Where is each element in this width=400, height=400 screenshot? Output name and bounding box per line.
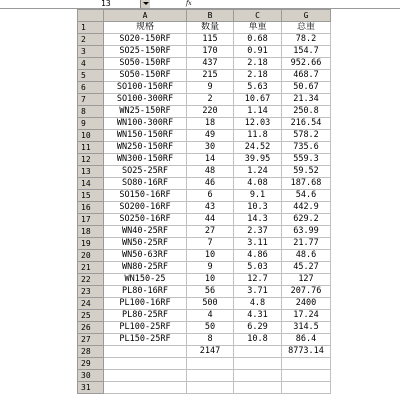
table-cell[interactable]: 63.99 <box>282 226 331 238</box>
row-header[interactable]: 15 <box>78 190 104 202</box>
table-cell[interactable]: 952.66 <box>282 58 331 70</box>
table-cell[interactable]: PL80-16RF <box>104 286 187 298</box>
table-cell[interactable]: 170 <box>187 46 234 58</box>
table-row <box>78 106 331 118</box>
empty-row <box>78 358 331 370</box>
table-cell[interactable]: WN25-150RF <box>104 106 187 118</box>
table-cell[interactable]: 2.18 <box>234 70 282 82</box>
row-header[interactable]: 3 <box>78 46 104 58</box>
table-cell[interactable]: 220 <box>187 106 234 118</box>
table-cell[interactable]: 629.2 <box>282 214 331 226</box>
table-cell[interactable]: 单重 <box>234 22 282 34</box>
table-cell[interactable]: WN50-25RF <box>104 238 187 250</box>
row-header[interactable]: 11 <box>78 142 104 154</box>
table-cell[interactable]: PL150-25RF <box>104 334 187 346</box>
row-header[interactable]: 6 <box>78 82 104 94</box>
table-cell[interactable]: 559.3 <box>282 154 331 166</box>
data-table <box>77 9 331 394</box>
table-cell[interactable]: 207.76 <box>282 286 331 298</box>
table-cell[interactable]: 115 <box>187 34 234 46</box>
row-header[interactable]: 23 <box>78 286 104 298</box>
table-cell[interactable]: 44 <box>187 214 234 226</box>
table-cell[interactable]: 14.3 <box>234 214 282 226</box>
table-row <box>78 274 331 286</box>
row-header[interactable]: 14 <box>78 178 104 190</box>
row-header[interactable]: 22 <box>78 274 104 286</box>
table-cell[interactable]: 250.8 <box>282 106 331 118</box>
table-row <box>78 118 331 130</box>
table-cell[interactable]: 0.91 <box>234 46 282 58</box>
table-cell[interactable]: WN300-150RF <box>104 154 187 166</box>
table-cell[interactable]: 10 <box>187 274 234 286</box>
table-row <box>78 154 331 166</box>
header-row <box>78 22 331 34</box>
name-box[interactable]: 13 <box>91 0 139 8</box>
table-cell[interactable]: 10 <box>187 250 234 262</box>
table-cell[interactable]: WN250-150RF <box>104 142 187 154</box>
table-cell[interactable]: 1.24 <box>234 166 282 178</box>
table-cell[interactable] <box>282 358 331 370</box>
table-cell[interactable]: 2.37 <box>234 226 282 238</box>
table-row <box>78 334 331 346</box>
spreadsheet-grid <box>77 9 331 394</box>
table-cell[interactable]: SO200-16RF <box>104 202 187 214</box>
table-row <box>78 94 331 106</box>
column-header[interactable]: A <box>104 10 187 22</box>
table-row <box>78 202 331 214</box>
table-cell[interactable]: 27 <box>187 226 234 238</box>
row-header[interactable]: 20 <box>78 250 104 262</box>
table-row <box>78 142 331 154</box>
row-header[interactable]: 16 <box>78 202 104 214</box>
table-cell[interactable]: 3.71 <box>234 286 282 298</box>
table-cell[interactable] <box>104 382 187 394</box>
table-row <box>78 34 331 46</box>
row-header[interactable]: 1 <box>78 22 104 34</box>
table-cell[interactable]: 735.6 <box>282 142 331 154</box>
table-cell[interactable]: 4.31 <box>234 310 282 322</box>
table-row <box>78 238 331 250</box>
table-row <box>78 262 331 274</box>
row-header[interactable]: 29 <box>78 358 104 370</box>
table-cell[interactable]: 442.9 <box>282 202 331 214</box>
row-header[interactable]: 10 <box>78 130 104 142</box>
table-cell[interactable]: 12.03 <box>234 118 282 130</box>
row-header[interactable]: 5 <box>78 70 104 82</box>
table-cell[interactable]: 规格 <box>104 22 187 34</box>
row-header[interactable]: 25 <box>78 310 104 322</box>
column-header[interactable]: B <box>187 10 234 22</box>
table-cell[interactable]: 50 <box>187 322 234 334</box>
table-cell[interactable]: 9 <box>187 82 234 94</box>
table-cell[interactable]: 数量 <box>187 22 234 34</box>
table-cell[interactable]: PL100-25RF <box>104 322 187 334</box>
table-cell[interactable] <box>234 346 282 358</box>
row-header[interactable]: 13 <box>78 166 104 178</box>
table-cell[interactable]: 59.52 <box>282 166 331 178</box>
table-cell[interactable]: 18 <box>187 118 234 130</box>
table-cell[interactable]: SO20-150RF <box>104 34 187 46</box>
table-row <box>78 322 331 334</box>
table-cell[interactable]: 314.5 <box>282 322 331 334</box>
table-cell[interactable]: 5.63 <box>234 82 282 94</box>
table-row <box>78 178 331 190</box>
table-cell[interactable]: 总重 <box>282 22 331 34</box>
table-row <box>78 250 331 262</box>
table-cell[interactable] <box>104 370 187 382</box>
table-cell[interactable]: PL80-25RF <box>104 310 187 322</box>
row-header[interactable]: 8 <box>78 106 104 118</box>
table-cell[interactable]: SO100-150RF <box>104 82 187 94</box>
table-cell[interactable]: SO150-16RF <box>104 190 187 202</box>
table-cell[interactable]: SO50-150RF <box>104 70 187 82</box>
table-cell[interactable] <box>234 358 282 370</box>
table-cell[interactable]: 5.03 <box>234 262 282 274</box>
table-row <box>78 298 331 310</box>
table-cell[interactable]: 1.14 <box>234 106 282 118</box>
column-header[interactable]: C <box>234 10 282 22</box>
table-cell[interactable]: 216.54 <box>282 118 331 130</box>
column-header-row <box>78 10 331 22</box>
row-header[interactable]: 4 <box>78 58 104 70</box>
table-cell[interactable]: 3.11 <box>234 238 282 250</box>
table-cell[interactable]: WN100-300RF <box>104 118 187 130</box>
empty-row <box>78 382 331 394</box>
row-header[interactable]: 31 <box>78 382 104 394</box>
table-cell[interactable]: 10.67 <box>234 94 282 106</box>
table-cell[interactable]: 2400 <box>282 298 331 310</box>
table-cell[interactable]: 187.68 <box>282 178 331 190</box>
table-row <box>78 286 331 298</box>
row-header[interactable]: 7 <box>78 94 104 106</box>
table-cell[interactable]: 21.34 <box>282 94 331 106</box>
table-cell[interactable]: 45.27 <box>282 262 331 274</box>
total-row <box>78 346 331 358</box>
table-cell[interactable]: 154.7 <box>282 46 331 58</box>
table-cell[interactable] <box>187 382 234 394</box>
table-row <box>78 166 331 178</box>
table-cell[interactable]: 48 <box>187 166 234 178</box>
row-header[interactable]: 19 <box>78 238 104 250</box>
table-cell[interactable]: 2147 <box>187 346 234 358</box>
table-cell[interactable]: 48.6 <box>282 250 331 262</box>
table-row <box>78 46 331 58</box>
table-cell[interactable]: 12.7 <box>234 274 282 286</box>
table-cell[interactable] <box>104 346 187 358</box>
table-cell[interactable]: 2 <box>187 94 234 106</box>
table-row <box>78 130 331 142</box>
table-cell[interactable]: 4.08 <box>234 178 282 190</box>
row-header[interactable]: 26 <box>78 322 104 334</box>
select-all-corner[interactable] <box>78 10 104 22</box>
table-cell[interactable]: 39.95 <box>234 154 282 166</box>
table-cell[interactable]: 43 <box>187 202 234 214</box>
table-cell[interactable]: 49 <box>187 130 234 142</box>
table-cell[interactable]: PL100-16RF <box>104 298 187 310</box>
table-cell[interactable]: 4.8 <box>234 298 282 310</box>
table-cell[interactable]: 78.2 <box>282 34 331 46</box>
table-cell[interactable]: 6.29 <box>234 322 282 334</box>
table-cell[interactable]: 9.1 <box>234 190 282 202</box>
table-cell[interactable]: 11.8 <box>234 130 282 142</box>
row-header[interactable]: 17 <box>78 214 104 226</box>
table-cell[interactable]: 14 <box>187 154 234 166</box>
table-cell[interactable]: SO80-16RF <box>104 178 187 190</box>
table-row <box>78 310 331 322</box>
table-cell[interactable]: 46 <box>187 178 234 190</box>
row-header[interactable]: 24 <box>78 298 104 310</box>
table-row <box>78 226 331 238</box>
table-cell[interactable]: 6 <box>187 190 234 202</box>
table-cell[interactable] <box>282 382 331 394</box>
table-cell[interactable]: WN80-25RF <box>104 262 187 274</box>
table-cell[interactable]: SO100-300RF <box>104 94 187 106</box>
table-cell[interactable]: SO50-150RF <box>104 58 187 70</box>
table-row <box>78 58 331 70</box>
table-cell[interactable]: 50.67 <box>282 82 331 94</box>
table-cell[interactable]: WN50-63RF <box>104 250 187 262</box>
column-header[interactable]: G <box>282 10 331 22</box>
empty-row <box>78 370 331 382</box>
row-header[interactable]: 9 <box>78 118 104 130</box>
table-cell[interactable]: 21.77 <box>282 238 331 250</box>
table-cell[interactable]: SO25-150RF <box>104 46 187 58</box>
table-row <box>78 190 331 202</box>
table-cell[interactable]: SO25-25RF <box>104 166 187 178</box>
table-cell[interactable]: 7 <box>187 238 234 250</box>
table-cell[interactable]: 24.52 <box>234 142 282 154</box>
table-row <box>78 82 331 94</box>
formula-bar <box>0 0 400 9</box>
table-cell[interactable] <box>234 382 282 394</box>
table-cell[interactable]: 468.7 <box>282 70 331 82</box>
table-cell[interactable]: WN150-25 <box>104 274 187 286</box>
row-header[interactable]: 12 <box>78 154 104 166</box>
table-cell[interactable] <box>282 370 331 382</box>
table-cell[interactable]: 8773.14 <box>282 346 331 358</box>
table-cell[interactable]: 86.4 <box>282 334 331 346</box>
table-cell[interactable] <box>187 370 234 382</box>
function-icon[interactable]: fx <box>186 0 192 7</box>
table-cell[interactable]: 56 <box>187 286 234 298</box>
table-cell[interactable]: 10.8 <box>234 334 282 346</box>
table-cell[interactable]: 9 <box>187 262 234 274</box>
table-cell[interactable]: 8 <box>187 334 234 346</box>
table-cell[interactable] <box>234 370 282 382</box>
table-row <box>78 70 331 82</box>
table-cell[interactable]: 4 <box>187 310 234 322</box>
table-cell[interactable]: 437 <box>187 58 234 70</box>
row-header[interactable]: 30 <box>78 370 104 382</box>
row-header[interactable]: 18 <box>78 226 104 238</box>
chevron-down-icon[interactable] <box>140 0 150 8</box>
table-cell[interactable]: 500 <box>187 298 234 310</box>
row-header[interactable]: 21 <box>78 262 104 274</box>
table-cell[interactable] <box>104 358 187 370</box>
table-cell[interactable]: 127 <box>282 274 331 286</box>
table-cell[interactable]: 54.6 <box>282 190 331 202</box>
row-header[interactable]: 27 <box>78 334 104 346</box>
table-row <box>78 214 331 226</box>
table-cell[interactable] <box>187 358 234 370</box>
table-cell[interactable]: 2.18 <box>234 58 282 70</box>
table-cell[interactable]: 215 <box>187 70 234 82</box>
table-cell[interactable]: 578.2 <box>282 130 331 142</box>
table-cell[interactable]: SO250-16RF <box>104 214 187 226</box>
table-cell[interactable]: WN150-150RF <box>104 130 187 142</box>
row-header[interactable]: 28 <box>78 346 104 358</box>
table-cell[interactable]: WN40-25RF <box>104 226 187 238</box>
table-cell[interactable]: 17.24 <box>282 310 331 322</box>
table-cell[interactable]: 30 <box>187 142 234 154</box>
table-cell[interactable]: 0.68 <box>234 34 282 46</box>
table-cell[interactable]: 10.3 <box>234 202 282 214</box>
table-cell[interactable]: 4.86 <box>234 250 282 262</box>
row-header[interactable]: 2 <box>78 34 104 46</box>
